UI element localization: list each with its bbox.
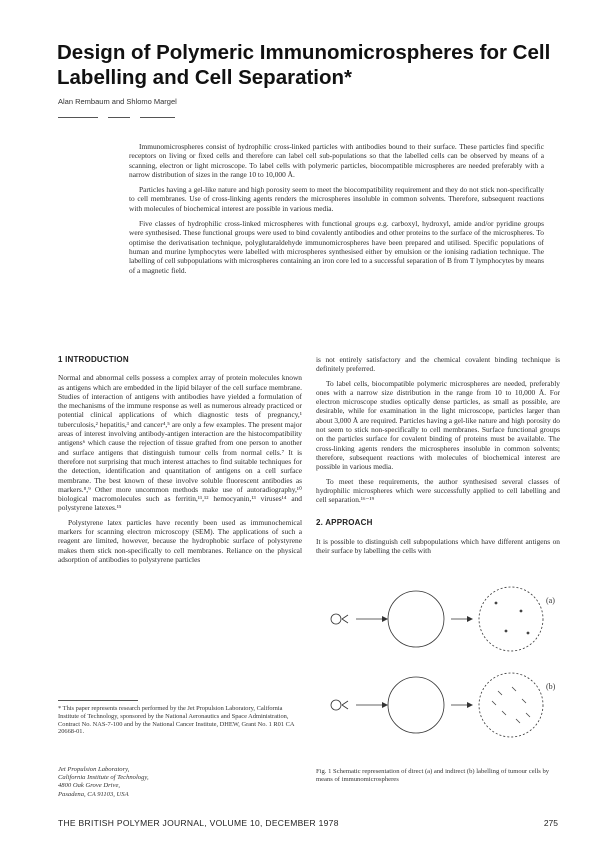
arrow-head-icon	[467, 702, 473, 708]
affiliation-line-4: Pasadena, CA 91103, USA	[58, 790, 129, 798]
figure-1-diagram	[316, 573, 560, 758]
title-rule-1	[58, 117, 98, 118]
affiliation-line-2: California Institute of Technology,	[58, 774, 149, 782]
labelled-cell-icon	[479, 587, 543, 651]
approach-paragraph: It is possible to distinguish cell subpopulations which have different antigens on their surface by labelling the cells with	[316, 536, 560, 556]
right-paragraph-2: To meet these requirements, the author synthesised several classes of hydrophilic microspheres which were successfully applied to cell labelling and cell separation.¹⁶⁻¹⁹	[316, 476, 560, 505]
right-paragraph-1: To label cells, biocompatible polymeric microspheres are needed, preferably ones with a narrow size distribution in the range from 10 to 10,000 Å. For electron microscope studies optically dense particles, as small as possible, are desirable, while for examination in the light microscope, particles larger than about 3,000 Å are required. Particles having a gel-like nature and high porosity do not seem to stick non-specifically to cell membranes. Surface functional groups on the particles surface for covalent binding of proteins must be available. The cross-linking agents renders the microspheres insoluble in common solvents; therefore, subsequent reactions with molecules of biochemical interest are possible in various media.	[316, 378, 560, 472]
abstract-paragraph-1: Immunomicrospheres consist of hydrophilic cross-linked particles with antibodies bound to their surface. These particles find specific receptors on living or fixed cells and therefore can label cell sub-populations so that the labelled cells can be observed by means of a scanning, electron or light microscope. To label cells with polymeric particles, biocompatible microspheres are needed preferably with a narrow distribution of sizes in the range 10 to 10,000 Å.	[129, 142, 544, 179]
intro-paragraph-2: Polystyrene latex particles have recently been used as immunochemical markers for scanning electron microscopy (SEM). The applications of such a reagent are limited, however, because the hydrophobic surface of polystyrene makes them stick non-specifically to cell membranes. Reliance on the physical adsorption of antibodies to polystyrene particles	[58, 517, 302, 564]
bound-microsphere-icon	[520, 610, 523, 613]
journal-info: THE BRITISH POLYMER JOURNAL, VOLUME 10, DECEMBER 1978	[58, 818, 339, 828]
arrow-head-icon	[382, 616, 388, 622]
antibody-icon	[342, 701, 348, 709]
arrow-head-icon	[467, 616, 473, 622]
bound-microsphere-icon	[527, 632, 530, 635]
abstract-paragraph-2: Particles having a gel-like nature and high porosity seem to meet the biocompatibility requirement and they do not stick non-specifically to cell membranes. Use of cross-linking agents renders the microspheres insoluble in common solvents. Therefore, subsequent reactions with molecules of biochemical interest are possible in various media.	[129, 185, 544, 213]
page-number: 275	[543, 818, 558, 828]
footnote: * This paper represents research performed by the Jet Propulsion Laboratory, California Institute of Technology, sponsored by the National Aeronautics and Space Administration, Contract No. NAS-7-100 and by the National Cancer Institute, DHEW, Grant No. 1 R01 CA 20668-01.	[58, 705, 295, 736]
approach-heading: 2. APPROACH	[316, 518, 373, 528]
introduction-heading: 1 INTRODUCTION	[58, 355, 129, 364]
affiliation-line-3: 4800 Oak Grove Drive,	[58, 782, 121, 790]
panel-label-b: (b)	[546, 682, 556, 691]
right-column	[316, 355, 560, 560]
arrow-head-icon	[382, 702, 388, 708]
bound-microsphere-icon	[495, 602, 498, 605]
direct-labelling-panel	[331, 587, 555, 651]
intro-paragraph-1: Normal and abnormal cells possess a complex array of protein molecules known as antigens which are embedded in the lipid bilayer of the cell surface membrane. Studies of interaction of antigens with antibodies have yielded a formulation of the mechanisms of the immune response as well as numerous already practiced or potential clinical applications of which diagnostic tests of pregnancy,¹ tuberculosis,² hepatitis,³ and cancer⁴,⁵ are only a few examples. The present major areas of interest involving antibody-antigen interaction are the histocompatibility antigens⁶ which cause the rejection of tissue grafted from one person to another and surface antigens that distinguish tumour cells from normal cells.⁷ It is therefore not surprising that much interest attaches to find suitable techniques for the detection, identification and quantitation of antigens on a cell surface membrane. The best known of these involve soluble fluorescent antibodies as markers.⁸,⁹ Other more uncommon methods make use of autoradiography,¹⁰ biological macromolecules such as ferritin,¹¹,¹² hemocyanin,¹³ viruses¹⁴ and polystyrene latexes.¹⁵	[58, 373, 302, 513]
microsphere-icon	[331, 700, 341, 710]
title-rule-3	[140, 117, 175, 118]
authors: Alan Rembaum and Shlomo Margel	[58, 97, 177, 106]
article-title: Design of Polymeric Immunomicrospheres for Cell Labelling and Cell Separation*	[57, 41, 551, 89]
figure-caption: Fig. 1 Schematic representation of direct (a) and indirect (b) labelling of tumour cells by means of immunomicrospheres	[316, 768, 550, 784]
labelled-cell-icon	[479, 673, 543, 737]
cell-icon	[388, 677, 444, 733]
abstract-paragraph-3: Five classes of hydrophilic cross-linked microspheres with functional groups e.g. carboxyl, hydroxyl, amide and/or pyridine groups were synthesised. These functional groups were used to bind covalently antibodies and other proteins to the surface of the microspheres. To optimise the derivatisation technique, polyglutaraldehyde immunomicrospheres have been prepared and utilised. Specific populations of human and murine lymphocytes were labelled with microspheres synthesised either by emulsion or the ionising radiation technique. The labelling of cell subpopulations with microspheres containing an iron core led to a successful separation of B from T lymphocytes by means of a magnetic field.	[129, 219, 544, 275]
label-hatching	[492, 687, 530, 723]
cell-icon	[388, 591, 444, 647]
antibody-icon	[342, 615, 348, 623]
indirect-labelling-panel	[331, 673, 556, 737]
title-rule-2	[108, 117, 130, 118]
footnote-rule	[58, 700, 138, 701]
affiliation-line-1: Jet Propulsion Laboratory,	[58, 766, 130, 773]
bound-microsphere-icon	[505, 630, 508, 633]
abstract	[129, 142, 544, 281]
left-column	[58, 355, 302, 569]
continuation-paragraph: is not entirely satisfactory and the chemical covalent binding technique is definitely preferred.	[316, 355, 560, 374]
microsphere-icon	[331, 614, 341, 624]
panel-label-a: (a)	[546, 596, 555, 605]
affiliation	[58, 766, 258, 799]
